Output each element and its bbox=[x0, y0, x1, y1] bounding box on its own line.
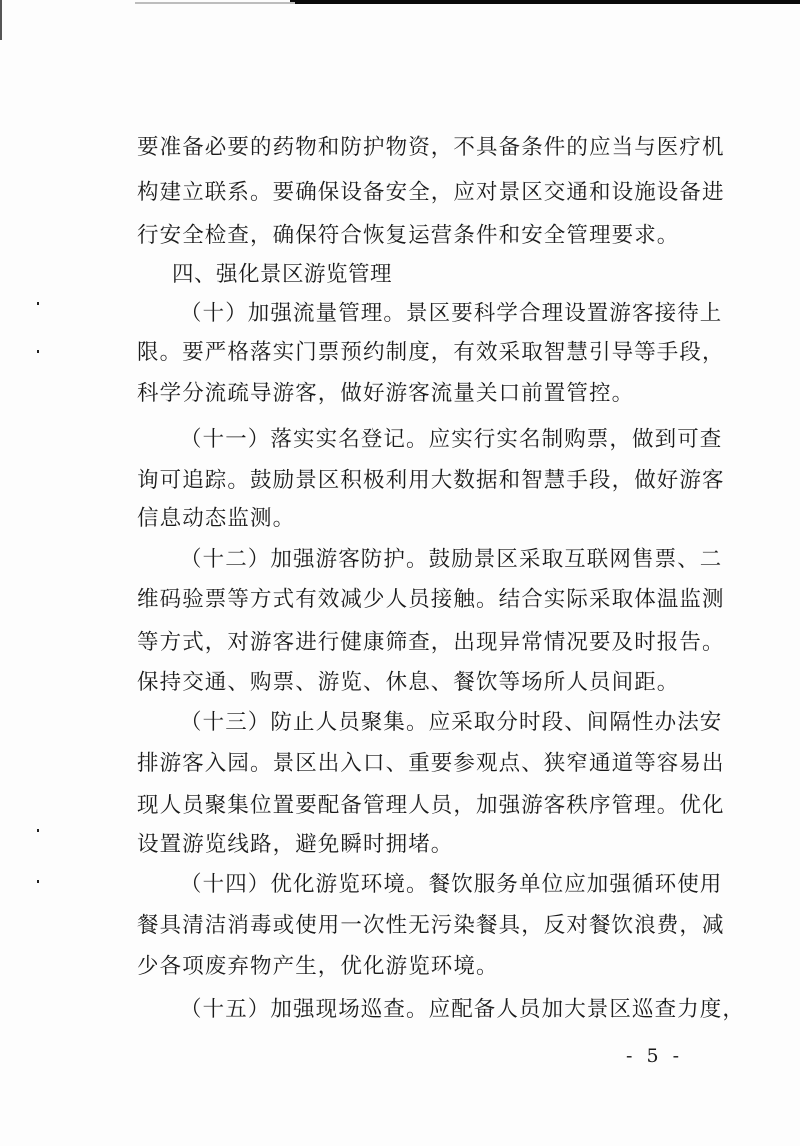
paragraph-line: 少各项废弃物产生，优化游览环境。 bbox=[137, 954, 499, 979]
scan-speck bbox=[37, 829, 39, 832]
paragraph-line: 科学分流疏导游客，做好游客流量关口前置管控。 bbox=[137, 381, 635, 406]
paragraph-line: 要准备必要的药物和防护物资，不具备条件的应当与医疗机 bbox=[137, 135, 725, 160]
paragraph-line: 保持交通、购票、游览、休息、餐饮等场所人员间距。 bbox=[137, 670, 680, 695]
paragraph-first-line: （十五）加强现场巡查。应配备人员加大景区巡查力度， bbox=[180, 997, 746, 1022]
section-heading: 四、强化景区游览管理 bbox=[172, 262, 393, 287]
scan-speck bbox=[37, 880, 39, 883]
paragraph-line: 询可追踪。鼓励景区积极利用大数据和智慧手段，做好游客 bbox=[137, 468, 725, 493]
page-number: - 5 - bbox=[626, 1045, 684, 1067]
paragraph-line: 设置游览线路，避免瞬时拥堵。 bbox=[137, 832, 454, 857]
paragraph-line: 构建立联系。要确保设备安全，应对景区交通和设施设备进 bbox=[137, 180, 725, 205]
paragraph-first-line: （十四）优化游览环境。餐饮服务单位应加强循环使用 bbox=[180, 872, 723, 897]
scan-edge-shadow bbox=[135, 2, 295, 4]
paragraph-first-line: （十三）防止人员聚集。应采取分时段、间隔性办法安 bbox=[180, 710, 723, 735]
paragraph-line: 现人员聚集位置要配备管理人员，加强游客秩序管理。优化 bbox=[137, 793, 725, 818]
paragraph-first-line: （十一）落实实名登记。应实行实名制购票，做到可查 bbox=[180, 427, 723, 452]
paragraph-line: 信息动态监测。 bbox=[137, 506, 296, 531]
paragraph-first-line: （十）加强流量管理。景区要科学合理设置游客接待上 bbox=[180, 301, 723, 326]
scan-left-edge bbox=[0, 0, 2, 40]
paragraph-line: 等方式，对游客进行健康筛查，出现异常情况要及时报告。 bbox=[137, 630, 725, 655]
paragraph-line: 餐具清洁消毒或使用一次性无污染餐具，反对餐饮浪费，减 bbox=[137, 913, 725, 938]
paragraph-line: 排游客入园。景区出入口、重要参观点、狭窄通道等容易出 bbox=[137, 751, 725, 776]
scan-speck bbox=[37, 350, 39, 353]
scan-speck bbox=[37, 302, 39, 305]
paragraph-line: 维码验票等方式有效减少人员接触。结合实际采取体温监测 bbox=[137, 587, 725, 612]
scan-edge-bar bbox=[290, 0, 800, 4]
paragraph-line: 行安全检查，确保符合恢复运营条件和安全管理要求。 bbox=[137, 223, 680, 248]
paragraph-first-line: （十二）加强游客防护。鼓励景区采取互联网售票、二 bbox=[180, 547, 723, 572]
paragraph-line: 限。要严格落实门票预约制度，有效采取智慧引导等手段， bbox=[137, 340, 725, 365]
